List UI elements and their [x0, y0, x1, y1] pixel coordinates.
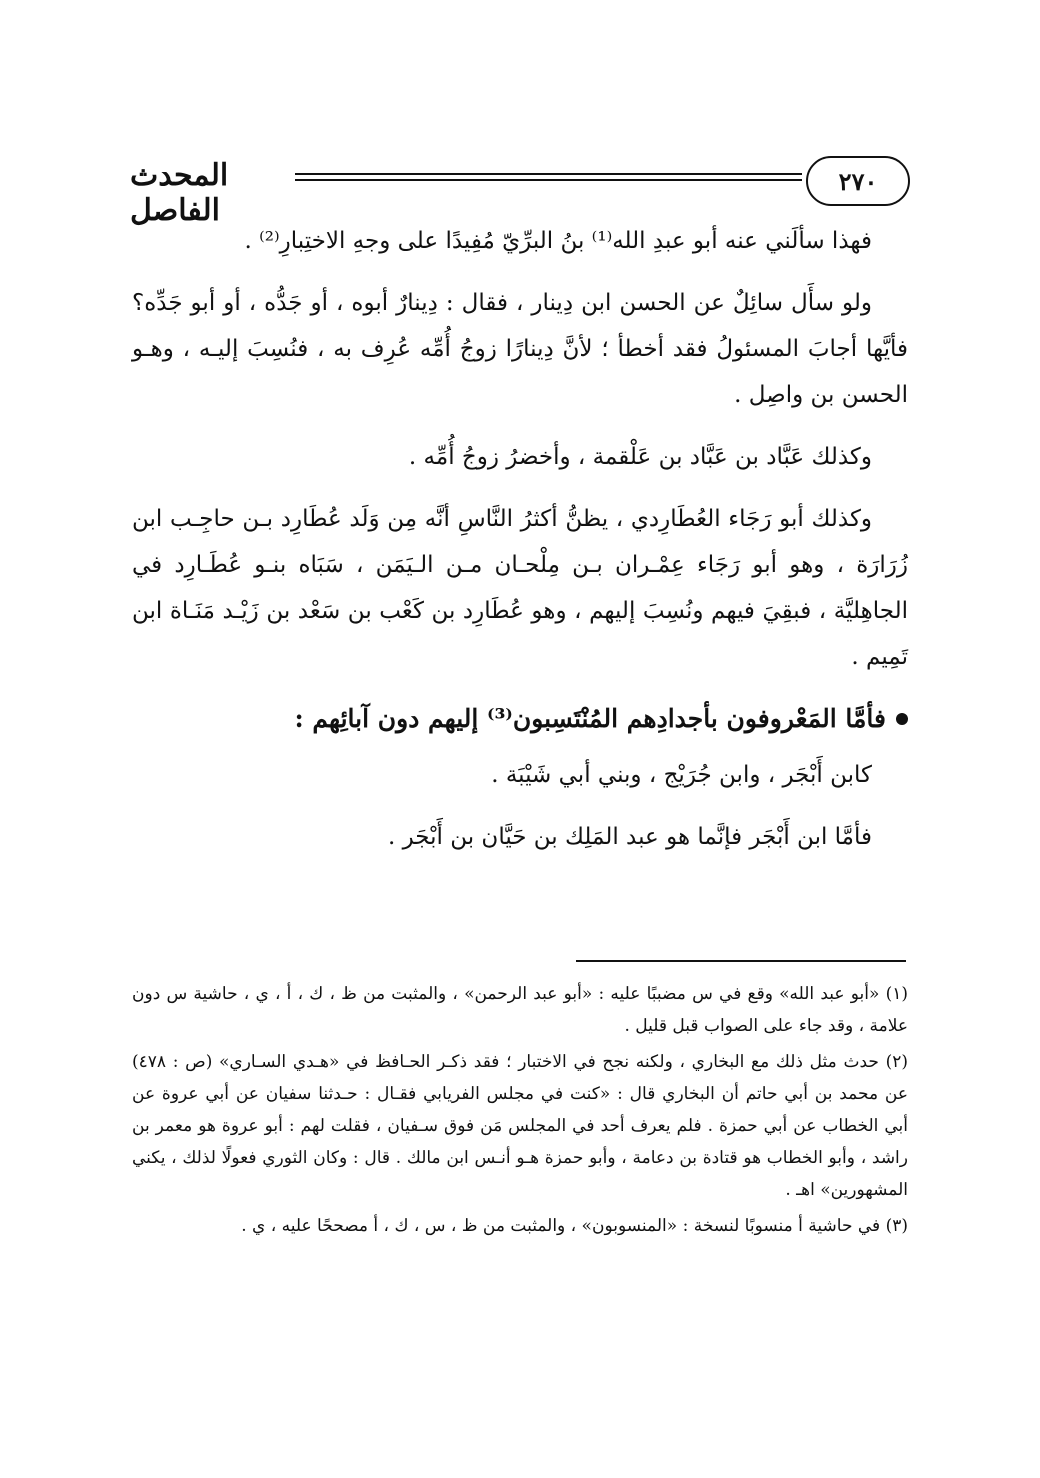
header-double-rule: [295, 173, 802, 181]
running-title: المحدث الفاصل: [130, 158, 229, 228]
footnote-1: (١) «أبو عبد الله» وقع في س مضببًا عليه : «أبو عبد الرحمن» ، والمثبت من ظ ، ك ، أ ، ي ، حاشية س دون علامة ، وقد جاء على الصواب قبل قليل .: [132, 984, 908, 1036]
footnotes: [132, 978, 908, 1246]
paragraph-1: فهذا سألَني عنه أبو عبدِ الله⁽¹⁾ بنُ البرِّيّ مُفِيدًا على وجهِ الاختِبارِ⁽²⁾ .: [244, 228, 872, 254]
paragraph-5: كابن أَبْجَر ، وابن جُرَيْج ، وبني أبي شَيْبَة .: [491, 762, 872, 788]
paragraph-4: وكذلك أبو رَجَاء العُطَارِدي ، يظنُّ أكثرُ النَّاسِ أنَّه مِن وَلَد عُطَارِد بـن حاجِـب ابن زُرَارَة ، وهو أبو رَجَاء عِمْـران بـن مِلْحـان مـن الـيَمَن ، سَبَاه بنـو عُطَـارِد في الجاهِليَّة ، فبقِيَ فيهم ونُسِبَ إليهم ، وهو عُطَارِد بن كَعْب بن سَعْد بن زَيْـد مَنَـاة ابن تَمِيم .: [132, 506, 908, 670]
main-text: [132, 218, 908, 876]
bullet-icon: [896, 713, 908, 725]
footnote-3: (٣) في حاشية أ منسوبًا لنسخة : «المنسوبون» ، والمثبت من ظ ، س ، ك ، أ مصححًا عليه ، ي .: [241, 1216, 908, 1236]
page-header: [130, 150, 910, 228]
paragraph-6: فأمَّا ابن أَبْجَر فإنَّما هو عبد المَلِك بن حَيَّان بن أَبْجَر .: [387, 824, 872, 850]
section-heading: [132, 696, 908, 742]
section-heading-text: فأمَّا المَعْروفون بأجدادِهم المُنْتَسِبون⁽³⁾ إليهم دون آبائِهم :: [294, 704, 886, 733]
paragraph-3: وكذلك عَبَّاد بن عَبَّاد بن عَلْقمة ، وأخضرُ زوجُ أُمِّه .: [408, 444, 872, 470]
footnote-separator: [576, 960, 906, 962]
footnote-2: (٢) حدث مثل ذلك مع البخاري ، ولكنه نجح في الاختبار ؛ فقد ذكـر الحـافظ في «هـدي السـاري» (ص : ٤٧٨) عن محمد بن أبي حاتم أن البخاري قال : «كنت في مجلس الفريابي فقـال : حـدثنا سفيان عن أبي عروة عن أبي الخطاب عن أبي حمزة . فلم يعرف أحد في المجلس مَن فوق سـفيان ، فقلت لهم : أبو عروة هو معمر بن راشد ، وأبو الخطاب هو قتادة بن دعامة ، وأبو حمزة هـو أنـس ابن مالك . قال : وكان الثوري فعولًا لذلك ، يكني المشهورين» اهـ .: [132, 1052, 908, 1200]
paragraph-2: ولو سأَل سائِلٌ عن الحسن ابن دِينار ، فقال : دِينارٌ أبوه ، أو جَدُّه ، أو أبو جَدِّه؟ فأيَّها أجابَ المسئولُ فقد أخطأ ؛ لأنَّ دِينارًا زوجُ أُمِّه عُرِف به ، فنُسِبَ إليـه ، وهـو الحسن بن واصِل .: [132, 290, 908, 408]
page-number-badge: ٢٧٠: [806, 156, 910, 206]
